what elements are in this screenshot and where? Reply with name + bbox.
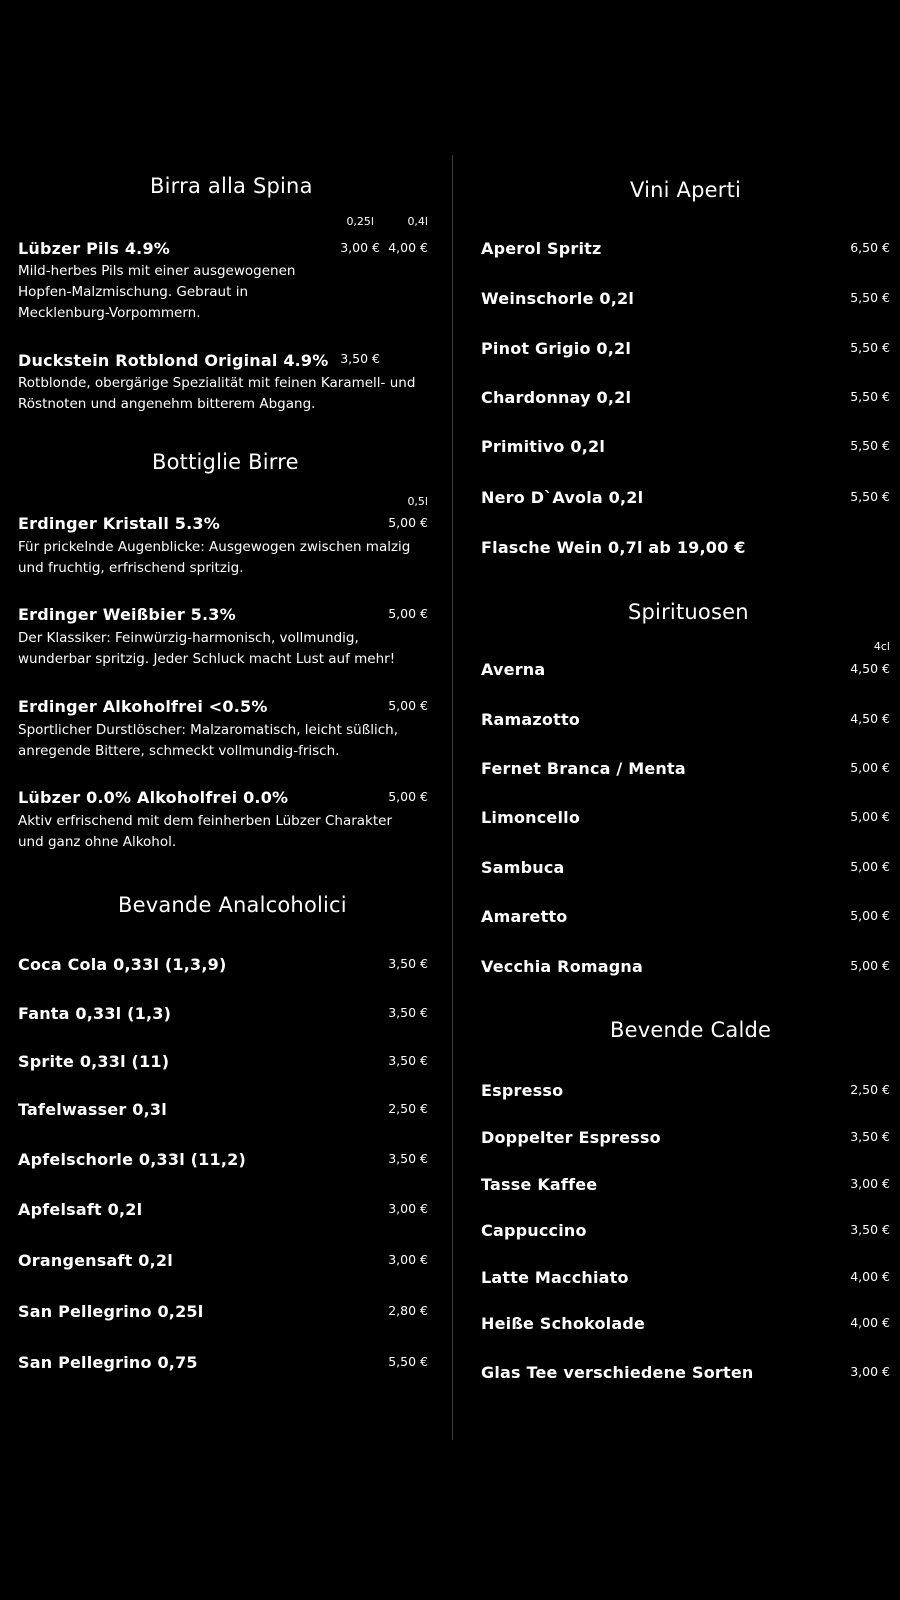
menu-item-description: Aktiv erfrischend mit dem feinherben Lübzer Charakter und ganz ohne Alkohol. bbox=[18, 813, 393, 850]
section-title-soft-drinks: Bevande Analcoholici bbox=[118, 893, 347, 917]
menu-item-price: 3,00 € bbox=[850, 1176, 890, 1191]
menu-item-name: Fanta 0,33l (1,3) bbox=[18, 1004, 172, 1023]
menu-item-price: 4,00 € bbox=[850, 1269, 890, 1284]
menu-item-name: Chardonnay 0,2l bbox=[481, 388, 632, 407]
menu-item-name: Lübzer Pils 4.9% bbox=[18, 239, 171, 258]
menu-item-price: 3,50 € bbox=[850, 1129, 890, 1144]
menu-item-name: Sprite 0,33l (11) bbox=[18, 1052, 170, 1071]
menu-item-name: Averna bbox=[481, 660, 546, 679]
menu-item-price: 3,50 € bbox=[850, 1222, 890, 1237]
unit-label-04: 0,4l bbox=[407, 215, 428, 228]
menu-item-price: 5,00 € bbox=[850, 859, 890, 874]
menu-item-price: 5,50 € bbox=[850, 290, 890, 305]
menu-item-price: 2,50 € bbox=[850, 1082, 890, 1097]
menu-item-price: 2,80 € bbox=[388, 1303, 428, 1318]
section-title-beer-tap: Birra alla Spina bbox=[150, 174, 313, 198]
menu-item-name: Tafelwasser 0,3l bbox=[18, 1100, 167, 1119]
menu-item-price: 5,50 € bbox=[850, 340, 890, 355]
menu-item-price: 3,50 € bbox=[388, 1005, 428, 1020]
menu-item-name: Duckstein Rotblond Original 4.9% bbox=[18, 351, 329, 370]
menu-item-price: 4,00 € bbox=[388, 240, 428, 255]
section-title-hot-drinks: Bevende Calde bbox=[610, 1018, 772, 1042]
menu-item-price: 3,00 € bbox=[340, 240, 380, 255]
menu-item-name: Nero D`Avola 0,2l bbox=[481, 488, 644, 507]
menu-item-name: Ramazotto bbox=[481, 710, 580, 729]
menu-item-price: 6,50 € bbox=[850, 240, 890, 255]
menu-item-description: Der Klassiker: Feinwürzig-harmonisch, vollmundig, wunderbar spritzig. Jeder Schluck macht Lust auf mehr! bbox=[18, 630, 396, 667]
unit-label-4cl: 4cl bbox=[873, 640, 890, 653]
menu-item-name: Fernet Branca / Menta bbox=[481, 759, 686, 778]
section-title-spirits: Spirituosen bbox=[628, 600, 749, 624]
menu-item-name: Lübzer 0.0% Alkoholfrei 0.0% bbox=[18, 788, 289, 807]
menu-item-name: Erdinger Kristall 5.3% bbox=[18, 514, 220, 533]
menu-item-price: 3,00 € bbox=[388, 1252, 428, 1267]
menu-item-price: 5,00 € bbox=[850, 809, 890, 824]
menu-item-name: Espresso bbox=[481, 1081, 564, 1100]
menu-item-description: Sportlicher Durstlöscher: Malzaromatisch, leicht süßlich, anregende Bittere, schmeckt vollmundig-frisch. bbox=[18, 722, 399, 759]
menu-item-name: Weinschorle 0,2l bbox=[481, 289, 635, 308]
wine-bottle-note: Flasche Wein 0,7l ab 19,00 € bbox=[481, 538, 746, 557]
menu-item-price: 5,00 € bbox=[388, 606, 428, 621]
menu-item-description: Für prickelnde Augenblicke: Ausgewogen zwischen malzig und fruchtig, erfrischend spritzig. bbox=[18, 539, 411, 576]
section-title-beer-bottle: Bottiglie Birre bbox=[152, 450, 299, 474]
menu-item-name: Cappuccino bbox=[481, 1221, 587, 1240]
menu-item-name: Coca Cola 0,33l (1,3,9) bbox=[18, 955, 227, 974]
menu-item-price: 5,50 € bbox=[850, 389, 890, 404]
menu-item-price: 3,00 € bbox=[850, 1364, 890, 1379]
menu-item-description: Rotblonde, obergärige Spezialität mit feinen Karamell- und Röstnoten und angenehm bitterem Abgang. bbox=[18, 375, 416, 412]
menu-item-price: 2,50 € bbox=[388, 1101, 428, 1116]
menu-item-name: Vecchia Romagna bbox=[481, 957, 643, 976]
menu-item-name: Amaretto bbox=[481, 907, 568, 926]
column-divider bbox=[452, 155, 453, 1440]
menu-item-name: Pinot Grigio 0,2l bbox=[481, 339, 632, 358]
menu-item-name: Doppelter Espresso bbox=[481, 1128, 661, 1147]
section-title-wine: Vini Aperti bbox=[630, 178, 742, 202]
unit-label-025: 0,25l bbox=[346, 215, 374, 228]
menu-item-price: 5,50 € bbox=[850, 489, 890, 504]
menu-item-price: 4,50 € bbox=[850, 661, 890, 676]
menu-item-name: Apfelschorle 0,33l (11,2) bbox=[18, 1150, 246, 1169]
menu-item-name: Tasse Kaffee bbox=[481, 1175, 598, 1194]
menu-item-name: San Pellegrino 0,75 bbox=[18, 1353, 198, 1372]
menu-item-price: 4,00 € bbox=[850, 1315, 890, 1330]
menu-item-name: Glas Tee verschiedene Sorten bbox=[481, 1363, 754, 1382]
menu-item-price: 5,00 € bbox=[388, 515, 428, 530]
menu-item-price: 5,00 € bbox=[388, 789, 428, 804]
menu-item-name: Erdinger Weißbier 5.3% bbox=[18, 605, 236, 624]
menu-item-price: 3,00 € bbox=[388, 1201, 428, 1216]
menu-item-description: Mild-herbes Pils mit einer ausgewogenen Hopfen-Malzmischung. Gebraut in Mecklenburg-Vorpommern. bbox=[18, 263, 296, 321]
menu-item-price: 5,50 € bbox=[850, 438, 890, 453]
menu-item-price: 3,50 € bbox=[388, 1151, 428, 1166]
menu-item-price: 3,50 € bbox=[388, 1053, 428, 1068]
menu-item-name: Primitivo 0,2l bbox=[481, 437, 606, 456]
menu-item-name: Latte Macchiato bbox=[481, 1268, 629, 1287]
menu-item-price: 3,50 € bbox=[340, 351, 380, 366]
menu-item-name: Heiße Schokolade bbox=[481, 1314, 646, 1333]
menu-item-name: Sambuca bbox=[481, 858, 565, 877]
menu-item-name: Limoncello bbox=[481, 808, 581, 827]
menu-item-price: 3,50 € bbox=[388, 956, 428, 971]
menu-item-name: Apfelsaft 0,2l bbox=[18, 1200, 143, 1219]
menu-item-price: 5,00 € bbox=[850, 958, 890, 973]
unit-label-05: 0,5l bbox=[407, 495, 428, 508]
menu-item-name: San Pellegrino 0,25l bbox=[18, 1302, 204, 1321]
menu-item-price: 5,00 € bbox=[388, 698, 428, 713]
menu-item-name: Orangensaft 0,2l bbox=[18, 1251, 173, 1270]
menu-item-price: 5,50 € bbox=[388, 1354, 428, 1369]
menu-item-price: 5,00 € bbox=[850, 908, 890, 923]
menu-item-name: Aperol Spritz bbox=[481, 239, 602, 258]
menu-item-price: 5,00 € bbox=[850, 760, 890, 775]
menu-item-price: 4,50 € bbox=[850, 711, 890, 726]
menu-item-name: Erdinger Alkoholfrei <0.5% bbox=[18, 697, 268, 716]
